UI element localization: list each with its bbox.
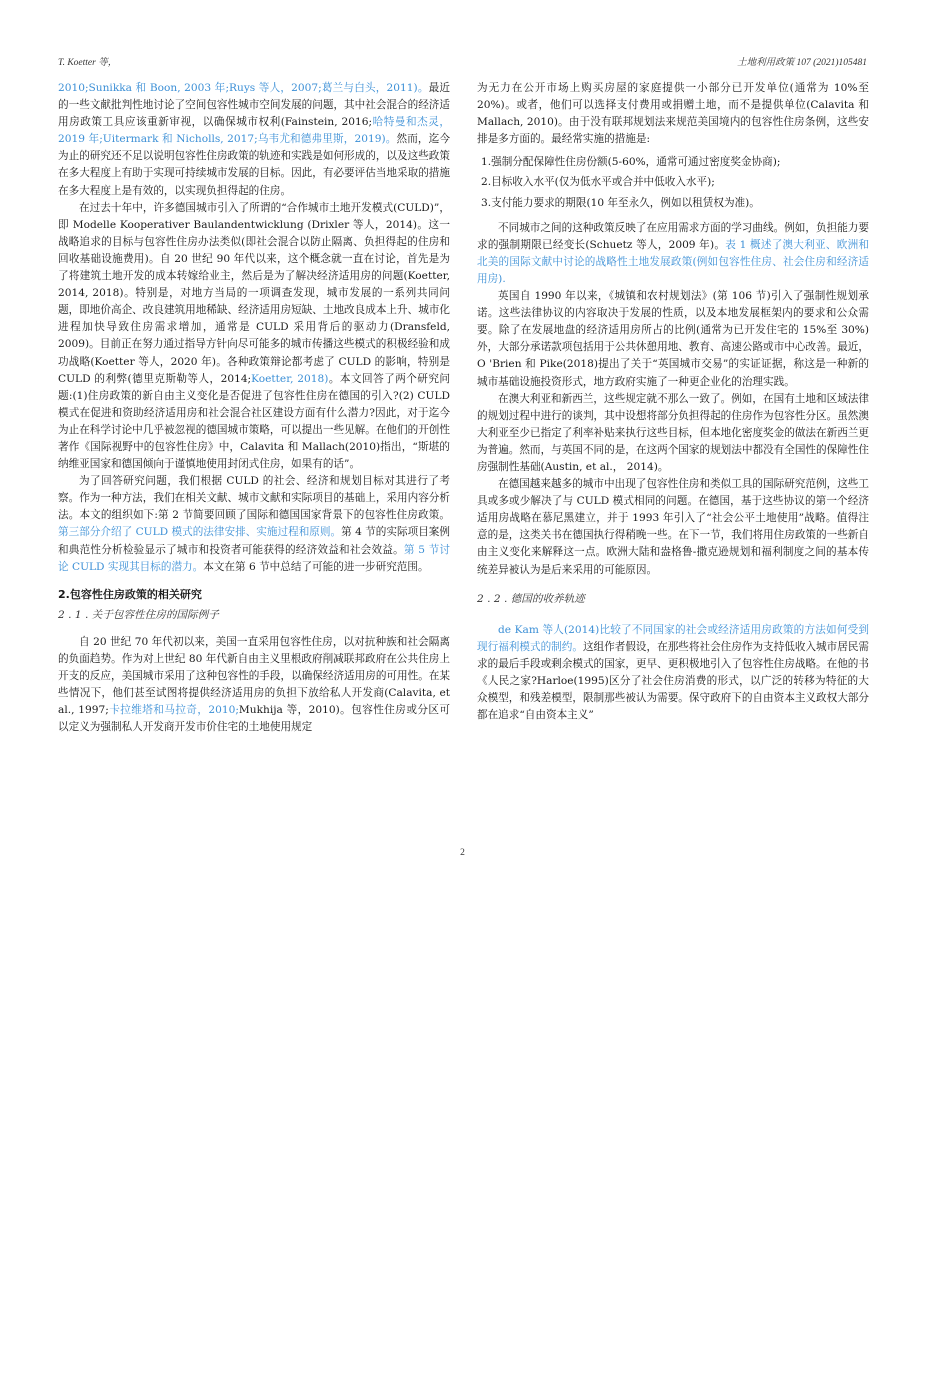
section-heading: 2.包容性住房政策的相关研究 <box>58 587 202 601</box>
paragraph-us-inclusionary <box>58 634 450 737</box>
table-cross-reference-link[interactable]: 表 1 概述了澳大利亚、欧洲和北美的国际文献中讨论的战略性土地发展政策(例如包容性住房、社会住房和经济适用房). <box>477 238 869 285</box>
paragraph-text: 本文在第 6 节中总结了可能的进一步研究范围。 <box>203 560 429 573</box>
right-column <box>477 80 869 724</box>
subsection-heading: 2 . 1 . 关于包容性住房的国际例子 <box>58 608 219 621</box>
paragraph-intro-continued <box>58 80 450 200</box>
paragraph-text: 自 20 世纪 70 年代初以来，美国一直采用包容性住房，以对抗种族和社会隔离的负面趋势。作为对上世纪 80 年代新自由主义里根政府削减联邦政府在公共住房上开支的反应，美国城市采用了这种包容性的手段，以确保经济适用房的可用性。在某些情况下，他们甚至试图将提供经济适用房的负担下放给私人开发商(Calavita, et al., 1997; <box>58 635 450 717</box>
paragraph-text: 为无力在公开市场上购买房屋的家庭提供一小部分已开发单位(通常为 10%至 20%)。或者，他们可以选择支付费用或捐赠土地，而不是提供单位(Calavita 和 Mallach, 2010)。由于没有联邦规划法来规范美国境内的包容性住房条例，这些安排是多方面的。最经常实施的措施是: <box>477 82 869 146</box>
list-item: 3.支付能力要求的期限(10 年至永久，例如以租赁权为准)。 <box>481 196 760 209</box>
citation-link[interactable]: 卡拉维塔和马拉奇，2010; <box>108 704 239 717</box>
paragraph-text: 最近的一些文献批判性地讨论了空间包容性城市空间发展的问题，其中社会混合的经济适用房政策工具应该重新审视，以确保城市权利(Fainstein, 2016; <box>58 82 451 129</box>
paragraph-germany <box>477 476 869 579</box>
paragraph-uk <box>477 288 869 391</box>
citation-link[interactable]: Koetter, 2018) <box>251 372 329 385</box>
paragraph-text: 英国自 1990 年以来，《城镇和农村规划法》(第 106 节)引入了强制性规划承诺。这些法律协议的内容取决于发展的性质，以及本地发展框架内的要求和公众需要。除了在发展地盘的经济适用房所占的比例(通常为已开发住宅的 15%至 30%)外，大部分承诺款项包括用于公共休憩用地、教育、高速公路或市中心改善。最近，O 'Brien 和 Pike(2018)提出了关于“英国城市交易”的实证证据，称这是一种新的城市基础设施投资形式，地方政府实施了一种更企业化的治理实践。 <box>477 290 869 388</box>
page-number: 2 <box>460 848 465 858</box>
paragraph-adoption-trajectory <box>477 622 869 725</box>
paragraph-text: 在澳大利亚和新西兰，这些规定就不那么一致了。例如，在国有土地和区域法律的规划过程中进行的谈判，其中设想将部分负担得起的住房作为包容性分区。虽然澳大利亚至少已指定了利率补贴来执行这些目标，但本地化密度奖金的做法在新西兰更为普遍。然而，与英国不同的是，在这两个国家的规划法中都没有全国性的保障性住房强制性基础(Austin, et al.， 2014)。 <box>477 392 869 473</box>
section-cross-reference-link[interactable]: 第三部分介绍了 CULD 模式的法律安排、实施过程和原则。 <box>58 526 342 539</box>
list-item: 2.目标收入水平(仅为低水平或合并中低收入水平); <box>481 176 715 189</box>
list-item: 1.强制分配保障性住房份额(5-60%，通常可通过密度奖金协商); <box>481 156 781 169</box>
left-column <box>58 80 450 736</box>
paragraph-text: 。本文回答了两个研究问题:(1)住房政策的新自由主义变化是否促进了包容性住房在德国的引入?(2) CULD 模式在促进和资助经济适用房和社会混合社区建设方面有什么潜力?因此，对于迄今为止在科学讨论中几乎被忽视的德国城市策略，可以提出一些见解。在他们的开创性著作《国际视野中的包容性住房》中，Calavita 和 Mallach(2010)指出，“斯堪的纳维亚国家和德国倾向于谨慎地使用封闭式住房，如果有的话”。 <box>58 372 451 471</box>
paragraph-text: 不同城市之间的这种政策反映了在应用需求方面的学习曲线。例如，负担能力要求的强制期限已经变长(Schuetz 等人，2009 年)。 <box>477 221 869 251</box>
running-header-journal: 土地利用政策 107 (2021)105481 <box>737 58 867 68</box>
paragraph-australia-nz <box>477 391 869 476</box>
paragraph-text: Mukhija 等，2010)。包容性住房或分区可以定义为强制私人开发商开发市价住宅的土地使用规定 <box>58 704 450 734</box>
paragraph-text: 在过去十年中，许多德国城市引入了所谓的“合作城市土地开发模式(CULD)”，即 Modelle Kooperativer Baulandentwicklung (Drixler 等人，2014)。这一战略追求的目标与包容性住房办法类似(即社会混合以防止隔离、负担得起的住房和回收基础设施费用)。自 20 世纪 90 年代以来，这个概念就一直在讨论，首先是为了将建筑土地开发的成本转嫁给业主，然后是为了解决经济适用房的问题(Koetter, 2014, 2018)。特别是，对地方当局的一项调查发现，城市发展的一系列共同问题，即地价高企、改良建筑用地稀缺、经济适用房短缺、土地改良成本上升、城市化进程加快导致住房需求增加，通常是 CULD 采用背后的驱动力(Dransfeld, 2009)。目前正在努力通过指导方针向尽可能多的城市传播这些模式的积极经验和成功战略(Koetter 等人，2020 年)。各种政策辩论都考虑了 CULD 的影响，特别是 CULD 的利弊(德里克斯勒等人，2014; <box>58 201 450 385</box>
citation-link[interactable]: 2010;Sunikka 和 Boon, 2003 年;Ruys 等人，2007;葛兰与白头，2011)。 <box>58 82 429 94</box>
paragraph-culd-intro <box>58 200 450 474</box>
paragraph-learning-curve <box>477 220 869 288</box>
paragraph-text: 为了回答研究问题，我们根据 CULD 的社会、经济和规划目标对其进行了考察。作为一种方法，我们在相关文献、城市文献和实际项目的基础上，采用内容分析法。本文的组织如下:第 2 节简要回顾了国际和德国国家背景下的包容性住房政策。 <box>58 475 450 522</box>
paragraph-structure <box>58 473 450 576</box>
measures-list <box>477 154 869 211</box>
running-header-authors: T. Koetter 等， <box>58 58 118 68</box>
citation-link[interactable]: 哈特曼和杰灵，2019 年;Uitermark 和 Nicholls, 2017;乌韦尤和德弗里斯，2019)。 <box>58 116 450 146</box>
section-cross-reference-link[interactable]: 第 5 节讨论 CULD 实现其目标的潜力。 <box>58 543 450 573</box>
paragraph-text: 在德国越来越多的城市中出现了包容性住房和类似工具的国际研究范例，这些工具或多或少解决了与 CULD 模式相同的问题。在德国，基于这些协议的第一个经济适用房战略在慕尼黑建立，并于 1993 年引入了“社会公平土地使用”战略。值得注意的是，这类关书在德国执行得稍晚一些。在下一节，我们将用住房政策的一些新自由主义变化来解释这一点。欧洲大陆和盎格鲁-撒克逊规划和福利制度之间的基本传统差异被认为是后来采用的可能原因。 <box>477 478 869 576</box>
paragraph-us-continued <box>477 80 869 148</box>
subsection-heading: 2 . 2 . 德国的收养轨迹 <box>477 592 585 605</box>
citation-link[interactable]: de Kam 等人(2014)比较了不同国家的社会或经济适用房政策的方法如何受到现行福利模式的制约。 <box>477 623 869 653</box>
paragraph-text: 这组作者假设，在那些将社会住房作为支持低收入城市居民需求的最后手段或剩余模式的国家，更早、更积极地引入了包容性住房战略。在他的书《人民之家?Harloe(1995)区分了社会住房消费的形式，以广泛的转移为特征的大众模型，和残差模型，限制那些被认为需要。保守政府下的自由资本主义政权大部分都在追求“自由资本主义” <box>477 640 870 722</box>
paragraph-text: 第 4 节的实际项目案例和典范性分析检验显示了城市和投资者可能获得的经济效益和社会效益。 <box>58 526 450 556</box>
paragraph-text: 然而，迄今为止的研究还不足以说明包容性住房政策的轨迹和实践是如何形成的，以及这些政策在多大程度上有助于实现可持续城市发展的目标。因此，有必要评估当地采取的措施在多大程度上是有效的，以实现负担得起的住房。 <box>58 133 450 197</box>
